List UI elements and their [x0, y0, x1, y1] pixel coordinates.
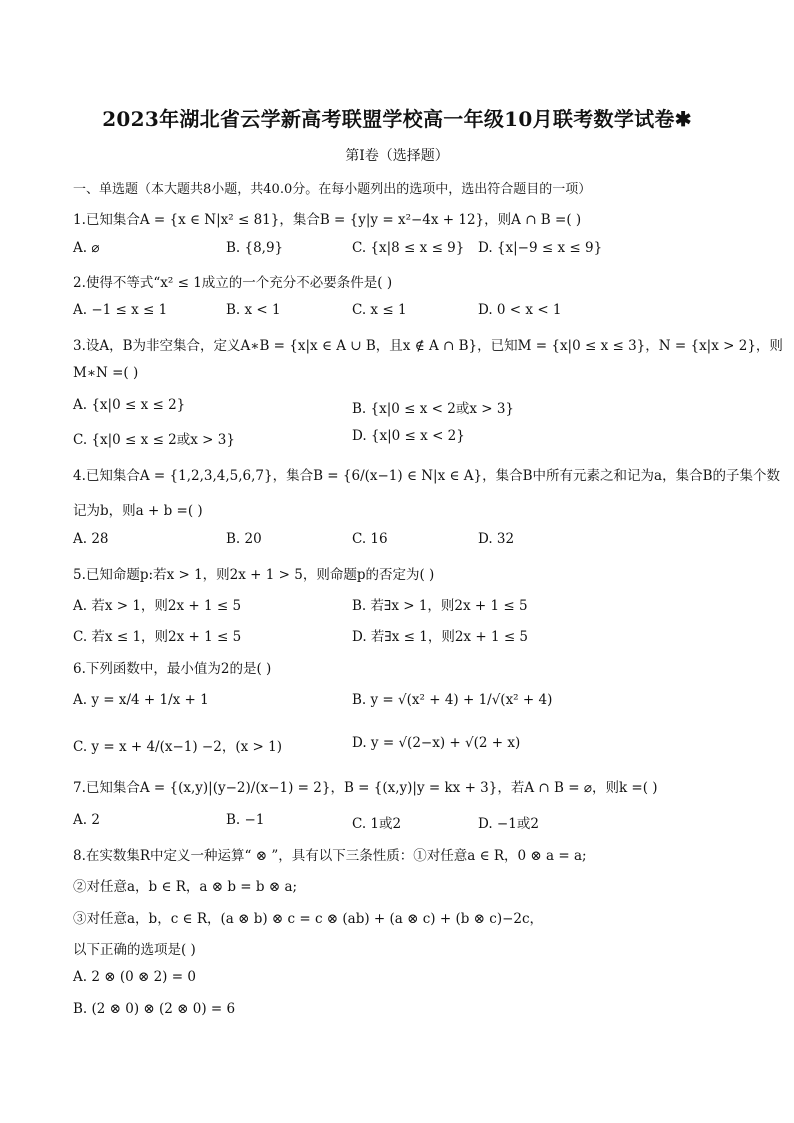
page-title: 2023年湖北省云学新高考联盟学校高一年级10月联考数学试卷✱: [102, 107, 692, 131]
question-7-option-a: A. 2: [73, 812, 100, 828]
question-2-option-d: D. 0 < x < 1: [478, 302, 562, 318]
question-8-option-b: B. (2 ⊗ 0) ⊗ (2 ⊗ 0) = 6: [73, 1001, 236, 1017]
question-7-option-c: C. 1或2: [352, 816, 402, 832]
question-6-stem: 6.下列函数中，最小值为2的是( ): [73, 661, 272, 677]
question-1-option-a: A. ⌀: [73, 240, 100, 256]
question-6-option-a: A. y = x/4 + 1/x + 1: [73, 692, 209, 708]
question-6-option-c: C. y = x + 4/(x−1) −2，(x > 1): [73, 739, 282, 755]
question-7-option-d: D. −1或2: [478, 816, 539, 832]
question-7-stem: 7.已知集合A = {(x,y)|(y−2)/(x−1) = 2}，B = {(x,y)|y = kx + 3}，若A ∩ B = ⌀，则k =( ): [73, 780, 658, 796]
question-1-option-b: B. {8,9}: [226, 240, 284, 256]
question-2-stem: 2.使得不等式“x² ≤ 1成立的一个充分不必要条件是( ): [73, 275, 393, 291]
question-2-option-a: A. −1 ≤ x ≤ 1: [73, 302, 168, 318]
question-6-option-b: B. y = √(x² + 4) + 1/√(x² + 4): [352, 692, 553, 708]
question-3-option-c: C. {x|0 ≤ x ≤ 2或x > 3}: [73, 432, 235, 448]
question-8-option-a: A. 2 ⊗ (0 ⊗ 2) = 0: [73, 969, 196, 985]
question-3-option-b: B. {x|0 ≤ x < 2或x > 3}: [352, 401, 515, 417]
question-4-option-d: D. 32: [478, 531, 515, 547]
question-1-option-c: C. {x|8 ≤ x ≤ 9}: [352, 240, 465, 256]
question-8-prompt: 以下正确的选项是( ): [73, 942, 196, 958]
question-5-option-a: A. 若x > 1，则2x + 1 ≤ 5: [73, 598, 242, 614]
question-4-stem: 4.已知集合A = {1,2,3,4,5,6,7}，集合B = {6/(x−1) ∈ N|x ∈ A}，集合B中所有元素之和记为a，集合B的子集个数: [73, 468, 781, 484]
question-6-option-d: D. y = √(2−x) + √(2 + x): [352, 735, 521, 751]
question-3-option-d: D. {x|0 ≤ x < 2}: [352, 428, 465, 444]
question-7-option-b: B. −1: [226, 812, 265, 828]
question-4-option-a: A. 28: [73, 531, 109, 547]
question-5-option-b: B. 若∃x > 1，则2x + 1 ≤ 5: [352, 598, 528, 614]
question-3-stem: 3.设A，B为非空集合，定义A∗B = {x|x ∈ A ∪ B，且x ∉ A ∩ B}，已知M = {x|0 ≤ x ≤ 3}，N = {x|x > 2}，则: [73, 338, 783, 354]
question-8-property-3: ③对任意a，b，c ∈ R，(a ⊗ b) ⊗ c = c ⊗ (ab) + (a ⊗ c) + (b ⊗ c)−2c，: [73, 911, 544, 927]
question-4-stem-continued: 记为b，则a + b =( ): [73, 503, 203, 519]
page-subtitle: 第Ⅰ卷（选择题）: [345, 148, 449, 164]
question-8-stem: 8.在实数集R中定义一种运算“ ⊗ ”，具有以下三条性质：①对任意a ∈ R，0 ⊗ a = a;: [73, 848, 587, 864]
question-8-property-2: ②对任意a，b ∈ R，a ⊗ b = b ⊗ a;: [73, 879, 298, 895]
question-4-option-b: B. 20: [226, 531, 262, 547]
question-5-stem: 5.已知命题p:若x > 1，则2x + 1 > 5，则命题p的否定为( ): [73, 567, 435, 583]
section-heading: 一、单选题（本大题共8小题，共40.0分。在每小题列出的选项中，选出符合题目的一项）: [73, 182, 592, 197]
question-2-option-b: B. x < 1: [226, 302, 281, 318]
question-2-option-c: C. x ≤ 1: [352, 302, 407, 318]
question-5-option-c: C. 若x ≤ 1，则2x + 1 ≤ 5: [73, 629, 242, 645]
question-3-stem-continued: M∗N =( ): [73, 365, 139, 381]
question-1-stem: 1.已知集合A = {x ∈ N|x² ≤ 81}，集合B = {y|y = x²−4x + 12}，则A ∩ B =( ): [73, 212, 582, 228]
question-4-option-c: C. 16: [352, 531, 388, 547]
question-5-option-d: D. 若∃x ≤ 1，则2x + 1 ≤ 5: [352, 629, 529, 645]
question-1-option-d: D. {x|−9 ≤ x ≤ 9}: [478, 240, 603, 256]
question-3-option-a: A. {x|0 ≤ x ≤ 2}: [73, 397, 186, 413]
